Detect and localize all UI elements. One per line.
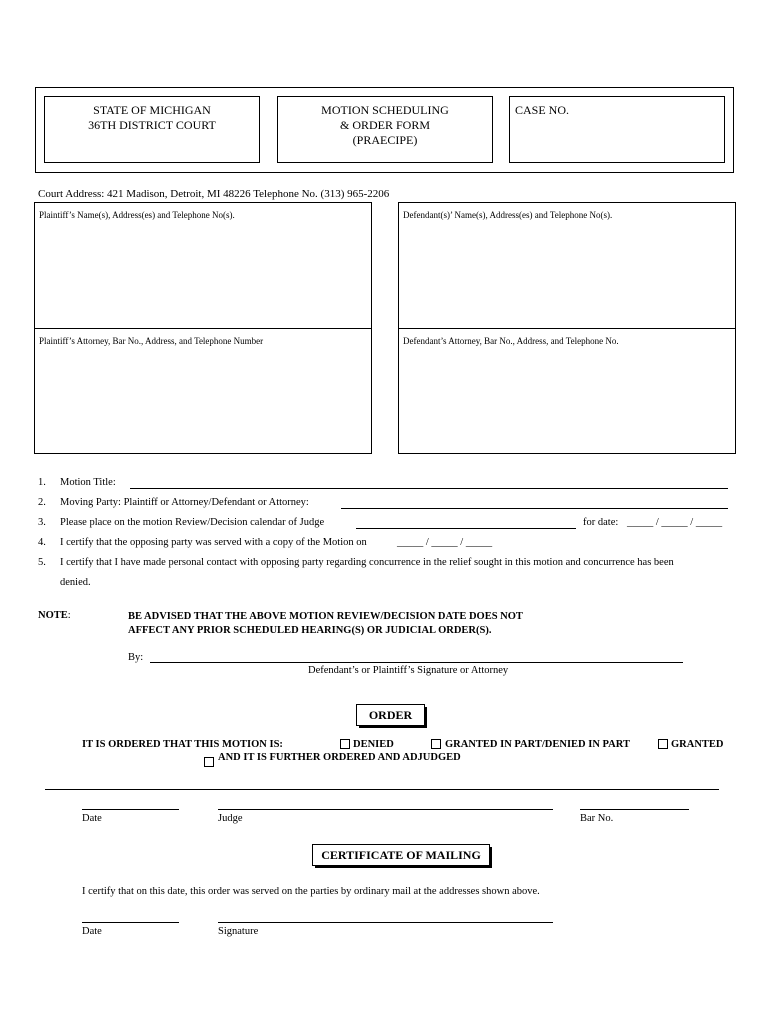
item-5-continued: denied. <box>60 577 91 588</box>
item-text: Motion Title: <box>60 477 116 488</box>
defendant-label: Defendant(s)’ Name(s), Address(es) and Telephone No(s). <box>403 210 613 220</box>
judge-caption: Judge <box>218 813 243 824</box>
granted-in-part-label: GRANTED IN PART/DENIED IN PART <box>445 739 630 750</box>
date-caption: Date <box>82 813 102 824</box>
court-address: Court Address: 421 Madison, Detroit, MI 48226 Telephone No. (313) 965-2206 <box>38 188 390 200</box>
form-title-line-1: MOTION SCHEDULING <box>321 103 449 117</box>
mailing-signature-line[interactable] <box>218 922 553 923</box>
state-name: STATE OF MICHIGAN <box>93 103 211 117</box>
plaintiff-attorney-label: Plaintiff’s Attorney, Bar No., Address, and Telephone Number <box>39 336 264 346</box>
defendant-attorney-label: Defendant’s Attorney, Bar No., Address, and Telephone No. <box>403 336 619 346</box>
motion-title-line[interactable] <box>130 488 728 489</box>
by-signature-line[interactable] <box>150 662 683 663</box>
granted-in-part-checkbox[interactable] <box>431 739 441 749</box>
item-text: I certify that I have made personal contact with opposing party regarding concurrence in the relief sought in this motion and concurrence has been <box>60 557 674 568</box>
for-date-label: for date: <box>583 517 619 528</box>
mailing-signature-caption: Signature <box>218 926 259 937</box>
note-line-2: AFFECT ANY PRIOR SCHEDULED HEARING(S) OR JUDICIAL ORDER(S). <box>128 625 492 636</box>
order-heading: ORDER <box>356 704 425 726</box>
form-title-box <box>277 96 493 163</box>
item-text: Please place on the motion Review/Decision calendar of Judge <box>60 517 325 528</box>
granted-label: GRANTED <box>671 739 724 750</box>
plaintiff-label: Plaintiff’s Name(s), Address(es) and Telephone No(s). <box>39 210 235 220</box>
court-name-box <box>44 96 260 163</box>
moving-party-line[interactable] <box>341 508 728 509</box>
plaintiff-box[interactable] <box>34 202 372 329</box>
note-label <box>38 610 71 621</box>
review-date-blanks[interactable]: _____ / _____ / _____ <box>627 517 723 528</box>
further-ordered-label: AND IT IS FURTHER ORDERED AND ADJUDGED <box>218 752 461 763</box>
item-text: Moving Party: Plaintiff or Attorney/Defendant or Attorney: <box>60 497 309 508</box>
item-number: 2. <box>38 497 46 508</box>
judge-signature-line[interactable] <box>218 809 553 810</box>
defendant-box[interactable] <box>398 202 736 329</box>
case-no-box[interactable] <box>509 96 725 163</box>
bar-no-caption: Bar No. <box>580 813 614 824</box>
bar-no-line[interactable] <box>580 809 689 810</box>
item-number: 1. <box>38 477 46 488</box>
item-number: 4. <box>38 537 46 548</box>
by-caption: Defendant’s or Plaintiff’s Signature or Attorney <box>308 665 509 676</box>
note-colon: : <box>67 610 71 621</box>
item-number: 3. <box>38 517 46 528</box>
court-name: 36TH DISTRICT COURT <box>88 118 216 132</box>
form-title-line-3: (PRAECIPE) <box>352 133 418 147</box>
order-date-line[interactable] <box>82 809 179 810</box>
item-text: I certify that the opposing party was served with a copy of the Motion on <box>60 537 367 548</box>
mailing-date-line[interactable] <box>82 922 179 923</box>
certificate-text: I certify that on this date, this order was served on the parties by ordinary mail at the addresses shown above. <box>82 886 540 897</box>
item-number: 5. <box>38 557 46 568</box>
by-label: By: <box>128 652 144 663</box>
note-label-text: NOTE <box>38 610 68 621</box>
certificate-heading: CERTIFICATE OF MAILING <box>312 844 490 866</box>
plaintiff-attorney-box[interactable] <box>34 328 372 454</box>
order-divider <box>45 789 719 790</box>
judge-line[interactable] <box>356 528 576 529</box>
note-text <box>128 610 523 638</box>
defendant-attorney-box[interactable] <box>398 328 736 454</box>
form-title-line-2: & ORDER FORM <box>339 118 431 132</box>
mailing-date-caption: Date <box>82 926 102 937</box>
order-lead: IT IS ORDERED THAT THIS MOTION IS: <box>82 739 283 750</box>
further-ordered-checkbox[interactable] <box>204 757 214 767</box>
denied-checkbox[interactable] <box>340 739 350 749</box>
denied-label: DENIED <box>353 739 394 750</box>
granted-checkbox[interactable] <box>658 739 668 749</box>
note-line-1: BE ADVISED THAT THE ABOVE MOTION REVIEW/DECISION DATE DOES NOT <box>128 611 523 622</box>
service-date-blanks[interactable]: _____ / _____ / _____ <box>397 537 493 548</box>
case-no-label: CASE NO. <box>515 103 570 117</box>
